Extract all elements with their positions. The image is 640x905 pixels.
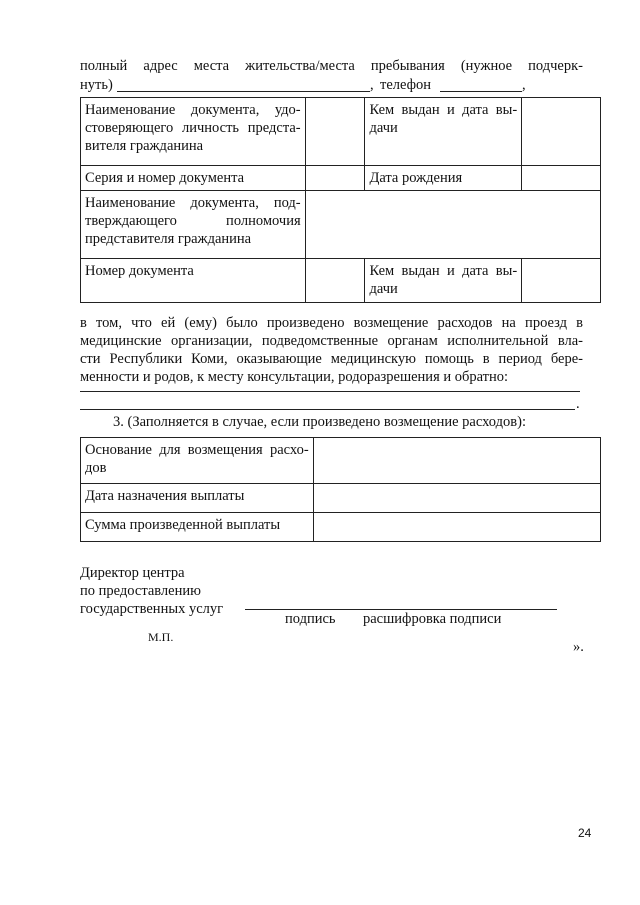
document-number-value[interactable] xyxy=(305,259,365,303)
paragraph-line-4: менности и родов, к месту консультации, родоразрешения и обратно: xyxy=(80,369,509,385)
issued-by-cell: Кем выдан и дата вы- дачи xyxy=(365,98,522,166)
signature-caption: подпись xyxy=(285,611,336,627)
destination-blank-1[interactable] xyxy=(80,391,580,392)
stamp-place: М.П. xyxy=(148,630,174,644)
birth-date-value[interactable] xyxy=(522,166,601,191)
phone-label: телефон xyxy=(380,77,432,93)
document-number-cell: Номер документа xyxy=(81,259,306,303)
authority-document-name-value[interactable] xyxy=(305,191,600,259)
address-blank[interactable] xyxy=(117,91,370,92)
paragraph-line-3: сти Республики Коми, оказывающие медицинскую помощь в период бере- xyxy=(80,351,583,367)
authority-issued-by-value[interactable] xyxy=(522,259,601,303)
series-number-value[interactable] xyxy=(305,166,365,191)
closing-quote: ». xyxy=(573,639,584,655)
phone-blank[interactable] xyxy=(440,91,522,92)
destination-blank-2[interactable] xyxy=(80,409,575,410)
phone-comma: , xyxy=(522,77,526,93)
authority-issued-by-cell: Кем выдан и дата вы- дачи xyxy=(365,259,522,303)
address-instruction-line: полный адрес места жительства/места пребывания (нужное подчерк- xyxy=(80,58,583,74)
reimbursement-basis-value[interactable] xyxy=(313,438,600,484)
payment-amount-value[interactable] xyxy=(313,513,600,542)
issued-by-value[interactable] xyxy=(522,98,601,166)
payment-date-value[interactable] xyxy=(313,484,600,513)
identity-document-name-cell: Наименование документа, удо- стоверяющего личность предста- вителя гражданина xyxy=(81,98,306,166)
signature-decode-caption: расшифровка подписи xyxy=(363,611,502,627)
section-3-title: 3. (Заполняется в случае, если произведено возмещение расходов): xyxy=(113,414,526,430)
authority-document-name-cell: Наименование документа, под- тверждающего полномочия представителя гражданина xyxy=(81,191,306,259)
page-number: 24 xyxy=(578,826,592,840)
address-comma: , xyxy=(370,77,374,93)
birth-date-cell: Дата рождения xyxy=(365,166,522,191)
payment-date-cell: Дата назначения выплаты xyxy=(81,484,314,513)
reimbursement-table xyxy=(80,437,601,542)
representative-document-table xyxy=(80,97,601,303)
identity-document-name-value[interactable] xyxy=(305,98,365,166)
director-title-line-2: по предоставлению xyxy=(80,583,201,599)
paragraph-period: . xyxy=(576,396,580,412)
paragraph-line-1: в том, что ей (ему) было произведено возмещение расходов на проезд в xyxy=(80,315,583,331)
series-number-cell: Серия и номер документа xyxy=(81,166,306,191)
reimbursement-basis-cell: Основание для возмещения расхо- дов xyxy=(81,438,314,484)
paragraph-line-2: медицинские организации, подведомственные органам исполнительной вла- xyxy=(80,333,583,349)
payment-amount-cell: Сумма произведенной выплаты xyxy=(81,513,314,542)
address-label: нуть) xyxy=(80,77,113,93)
director-title-line-3: государственных услуг xyxy=(80,601,224,617)
director-title-line-1: Директор центра xyxy=(80,565,185,581)
